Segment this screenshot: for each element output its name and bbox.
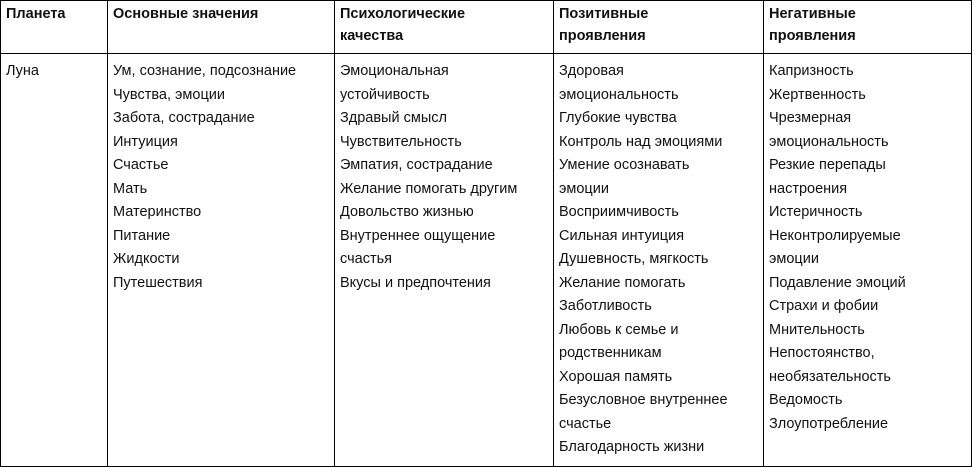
cell-line: Заботливость bbox=[559, 298, 652, 314]
cell-psychological-qualities bbox=[335, 54, 554, 467]
cell-line: Ведомость bbox=[769, 392, 843, 408]
cell-line: Капризность bbox=[769, 63, 854, 79]
cell-line: проявления bbox=[559, 28, 646, 44]
cell-line: Злоупотребление bbox=[769, 415, 889, 432]
cell-negative-manifestations bbox=[764, 54, 972, 467]
cell-positive-manifestations bbox=[554, 54, 764, 467]
cell-line: Неконтролируемые bbox=[769, 227, 901, 244]
cell-line: Негативные bbox=[769, 6, 856, 22]
cell-basic-meanings bbox=[108, 54, 335, 467]
cell-line: Позитивные bbox=[559, 6, 649, 22]
cell-line: Эмпатия, сострадание bbox=[340, 157, 493, 173]
cell-line: Жертвенность bbox=[769, 86, 866, 103]
cell-line: Основные значения bbox=[113, 6, 259, 22]
header-psychological-qualities bbox=[335, 1, 554, 54]
cell-line: счастье bbox=[559, 415, 612, 432]
cell-line: устойчивость bbox=[340, 86, 430, 103]
cell-line: Жидкости bbox=[113, 251, 180, 267]
cell-line: Страхи и фобии bbox=[769, 298, 879, 314]
cell-line: Материнство bbox=[113, 204, 202, 220]
cell-line: Безусловное внутреннее bbox=[559, 392, 728, 408]
cell-line: Любовь к семье и bbox=[559, 321, 679, 338]
cell-line: Довольство жизнью bbox=[340, 204, 474, 220]
cell-line: Чрезмерная bbox=[769, 110, 852, 126]
cell-line: эмоциональность bbox=[769, 133, 889, 150]
cell-line: Подавление эмоций bbox=[769, 274, 906, 291]
cell-line: Вкусы и предпочтения bbox=[340, 274, 491, 291]
cell-line: Счастье bbox=[113, 157, 169, 173]
cell-line: счастья bbox=[340, 251, 393, 267]
cell-line: родственникам bbox=[559, 345, 662, 361]
cell-planet bbox=[1, 54, 108, 467]
cell-line: Благодарность жизни bbox=[559, 439, 705, 455]
cell-line: Питание bbox=[113, 227, 171, 244]
cell-line: Ум, сознание, подсознание bbox=[113, 63, 297, 79]
cell-line: Психологические bbox=[340, 6, 466, 22]
cell-line: Эмоциональная bbox=[340, 63, 449, 79]
cell-line: Планета bbox=[6, 6, 66, 22]
cell-line: Глубокие чувства bbox=[559, 110, 677, 126]
header-positive-manifestations bbox=[554, 1, 764, 54]
cell-line: Восприимчивость bbox=[559, 204, 679, 220]
cell-line: эмоции bbox=[769, 251, 819, 267]
cell-line: Мнительность bbox=[769, 321, 865, 338]
cell-line: Чувства, эмоции bbox=[113, 86, 225, 103]
cell-line: Желание помогать другим bbox=[340, 180, 518, 197]
cell-line: необязательность bbox=[769, 368, 891, 385]
cell-line: эмоциональность bbox=[559, 86, 679, 103]
cell-line: Хорошая память bbox=[559, 368, 673, 385]
cell-line: Контроль над эмоциями bbox=[559, 133, 723, 150]
cell-line: Умение осознавать bbox=[559, 157, 690, 173]
table-row bbox=[1, 54, 972, 467]
header-planet bbox=[1, 1, 108, 54]
cell-line: Душевность, мягкость bbox=[559, 251, 709, 267]
cell-line: настроения bbox=[769, 180, 848, 197]
cell-line: Чувствительность bbox=[340, 133, 462, 150]
cell-line: Непостоянство, bbox=[769, 345, 875, 361]
cell-line: Резкие перепады bbox=[769, 157, 886, 173]
cell-line: качества bbox=[340, 28, 404, 44]
cell-line: проявления bbox=[769, 28, 856, 44]
cell-line: Путешествия bbox=[113, 274, 203, 291]
cell-line: Луна bbox=[6, 63, 40, 79]
cell-line: Забота, сострадание bbox=[113, 110, 255, 126]
cell-line: Сильная интуиция bbox=[559, 227, 685, 244]
cell-line: Истеричность bbox=[769, 204, 863, 220]
header-row bbox=[1, 1, 972, 54]
cell-line: эмоции bbox=[559, 180, 609, 197]
cell-line: Мать bbox=[113, 180, 148, 197]
cell-line: Интуиция bbox=[113, 133, 178, 150]
cell-line: Желание помогать bbox=[559, 274, 686, 291]
header-negative-manifestations bbox=[764, 1, 972, 54]
header-basic-meanings bbox=[108, 1, 335, 54]
cell-line: Здравый смысл bbox=[340, 110, 447, 126]
cell-line: Здоровая bbox=[559, 63, 624, 79]
cell-line: Внутреннее ощущение bbox=[340, 227, 496, 244]
